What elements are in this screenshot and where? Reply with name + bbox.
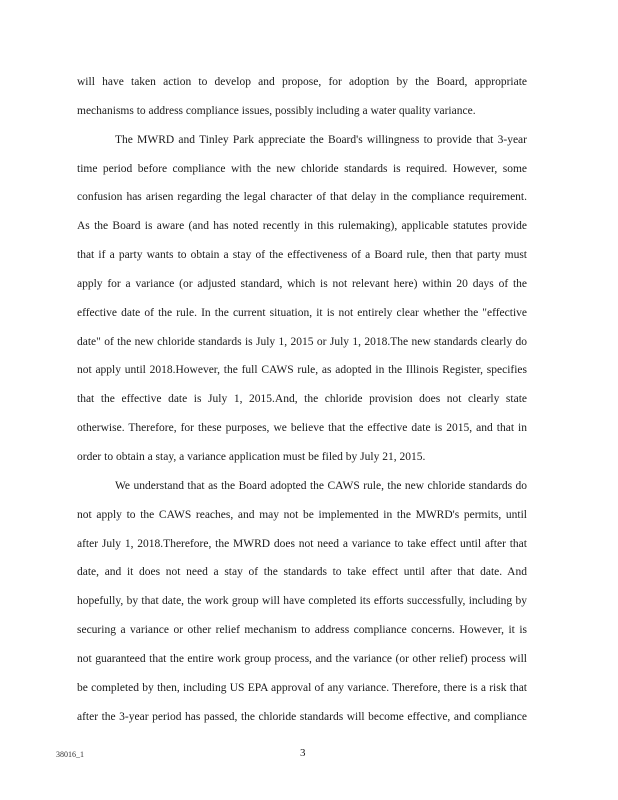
text-line: apply for a variance (or adjusted standard, which is not relevant here) within 20 days of the [77, 277, 527, 290]
text-line: otherwise. Therefore, for these purposes, we believe that the effective date is 2015, and that in [77, 422, 527, 435]
text-line: date" of the new chloride standards is July 1, 2015 or July 1, 2018.The new standards clearly do [77, 335, 527, 348]
text-line: As the Board is aware (and has noted recently in this rulemaking), applicable statutes provide [77, 220, 527, 233]
text-line: effective date of the rule. In the current situation, it is not entirely clear whether the "effective [77, 306, 527, 319]
text-line: not apply to the CAWS reaches, and may not be implemented in the MWRD's permits, until [77, 508, 527, 521]
text-line: securing a variance or other relief mechanism to address compliance concerns. However, it is [77, 624, 527, 637]
text-line: not guaranteed that the entire work group process, and the variance (or other relief) process will [77, 652, 527, 665]
text-line: We understand that as the Board adopted the CAWS rule, the new chloride standards do [115, 479, 527, 492]
text-line: date, and it does not need a stay of the standards to take effect until after that date. And [77, 566, 527, 579]
text-line: that if a party wants to obtain a stay of the effectiveness of a Board rule, then that party must [77, 249, 527, 262]
text-line: mechanisms to address compliance issues, possibly including a water quality variance. [77, 104, 476, 117]
footer-document-id: 38016_1 [56, 750, 84, 759]
text-line: hopefully, by that date, the work group will have completed its efforts successfully, including by [77, 595, 527, 608]
text-line: confusion has arisen regarding the legal character of that delay in the compliance requirement. [77, 191, 527, 204]
text-line: after the 3-year period has passed, the chloride standards will become effective, and compliance [77, 710, 527, 723]
text-line: order to obtain a stay, a variance application must be filed by July 21, 2015. [77, 450, 426, 463]
text-line: after July 1, 2018.Therefore, the MWRD does not need a variance to take effect until after that [77, 537, 527, 550]
text-line: The MWRD and Tinley Park appreciate the Board's willingness to provide that 3-year [115, 133, 527, 146]
text-line: time period before compliance with the new chloride standards is required. However, some [77, 162, 527, 175]
text-line: not apply until 2018.However, the full CAWS rule, as adopted in the Illinois Register, specifies [77, 364, 527, 377]
text-line: will have taken action to develop and propose, for adoption by the Board, appropriate [77, 76, 527, 88]
document-body [77, 68, 527, 731]
page-number: 3 [300, 747, 306, 759]
text-line: be completed by then, including US EPA approval of any variance. Therefore, there is a risk that [77, 681, 527, 694]
text-line: that the effective date is July 1, 2015.And, the chloride provision does not clearly state [77, 393, 527, 406]
